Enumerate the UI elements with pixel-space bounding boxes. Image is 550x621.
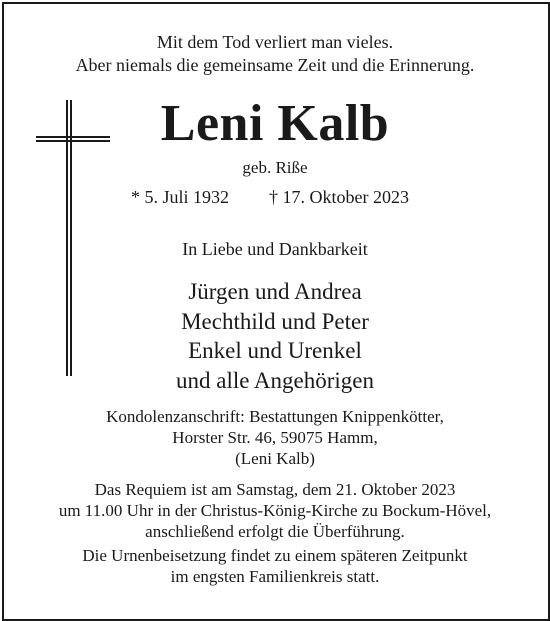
family-list — [0, 277, 550, 395]
family-line: Jürgen und Andrea — [188, 279, 362, 304]
burial-info — [0, 545, 550, 587]
family-line: Enkel und Urenkel — [188, 338, 362, 363]
requiem-line: Das Requiem ist am Samstag, dem 21. Oktober 2023 — [94, 480, 456, 499]
condolence-line: (Leni Kalb) — [235, 449, 315, 468]
quote-line-1: Mit dem Tod verliert man vieles. — [156, 32, 394, 52]
death-date: † 17. Oktober 2023 — [269, 187, 409, 207]
quote-line-2: Aber niemals die gemeinsame Zeit und die Erinnerung. — [75, 55, 475, 75]
family-line: und alle Angehörigen — [175, 367, 374, 393]
requiem-line: anschließend erfolgt die Überführung. — [145, 522, 405, 541]
condolence-line: Kondolenzanschrift: Bestattungen Knippenkötter, — [106, 407, 444, 426]
thanks-line: In Liebe und Dankbarkeit — [182, 239, 368, 259]
burial-line: im engsten Familienkreis statt. — [170, 567, 380, 586]
deceased-name: Leni Kalb — [160, 95, 390, 152]
requiem-info — [0, 479, 550, 542]
burial-line: Die Urnenbeisetzung findet zu einem späteren Zeitpunkt — [82, 546, 468, 565]
condolence-address — [0, 406, 550, 469]
family-line: Mechthild und Peter — [181, 308, 369, 334]
birth-date: * 5. Juli 1932 — [131, 187, 230, 207]
requiem-line: um 11.00 Uhr in der Christus-König-Kirche zu Bockum-Hövel, — [58, 501, 492, 520]
memorial-quote — [0, 31, 550, 77]
birth-name: geb. Riße — [242, 158, 308, 177]
condolence-line: Horster Str. 46, 59075 Hamm, — [172, 428, 378, 447]
